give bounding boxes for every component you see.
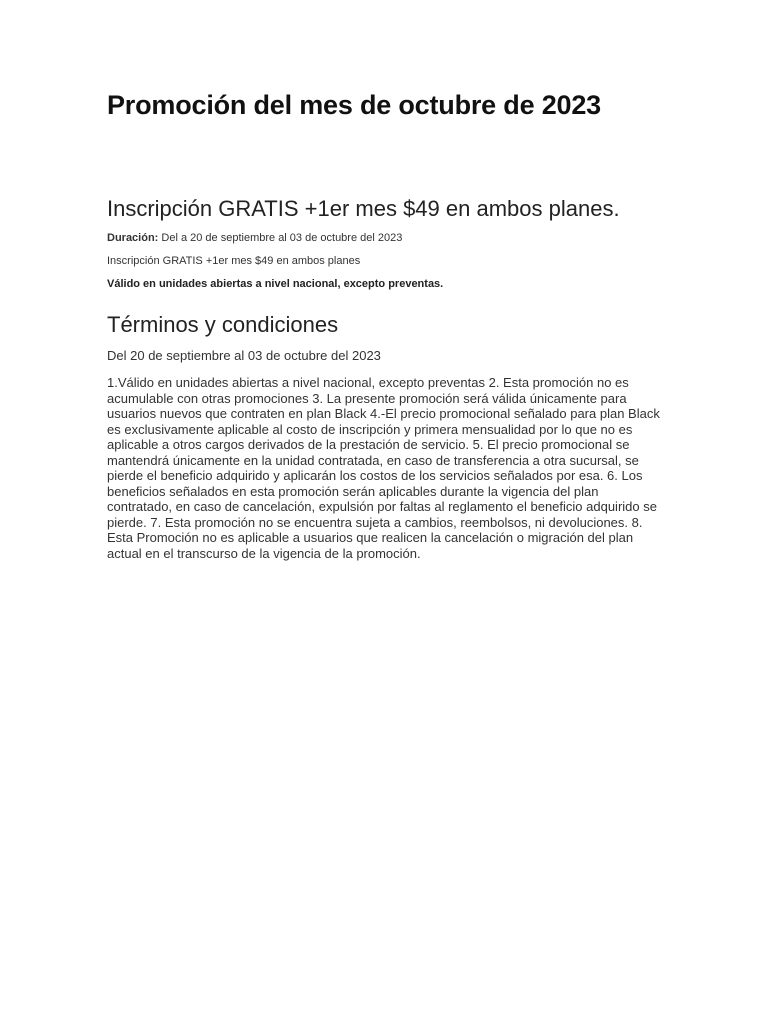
promo-description: Inscripción GRATIS +1er mes $49 en ambos planes	[107, 255, 361, 267]
page-title: Promoción del mes de octubre de 2023	[107, 90, 601, 120]
terms-heading: Términos y condiciones	[107, 312, 339, 337]
promo-duration	[107, 232, 402, 244]
promo-validity: Válido en unidades abiertas a nivel nacional, excepto preventas.	[107, 278, 444, 290]
duration-value: Del a 20 de septiembre al 03 de octubre del 2023	[158, 232, 403, 244]
duration-label: Duración:	[107, 232, 159, 244]
terms-dates: Del 20 de septiembre al 03 de octubre del 2023	[107, 348, 381, 363]
promo-heading: Inscripción GRATIS +1er mes $49 en ambos planes.	[107, 196, 620, 221]
terms-body: 1.Válido en unidades abiertas a nivel nacional, excepto preventas 2. Esta promoción no es acumulable con otras promociones 3. La presente promoción será válida únicamente para usuarios nuevos que contraten en plan Black 4.-El precio promocional señalado para plan Black es exclusivamente aplicable al costo de inscripción y primera mensualidad por lo que no es aplicable a otros cargos derivados de la prestación de servicio. 5. El precio promocional se mantendrá únicamente en la unidad contratada, en caso de transferencia a otra sucursal, se pierde el beneficio adquirido y aplicarán los costos de los servicios señalados por esa. 6. Los beneficios señalados en esta promoción serán aplicables durante la vigencia del plan contratado, en caso de cancelación, expulsión por faltas al reglamento el beneficio adquirido se pierde. 7. Esta promoción no se encuentra sujeta a cambios, reembolsos, ni devoluciones. 8. Esta Promoción no es aplicable a usuarios que realicen la cancelación o migración del plan actual en el transcurso de la vigencia de la promoción.	[107, 375, 660, 561]
